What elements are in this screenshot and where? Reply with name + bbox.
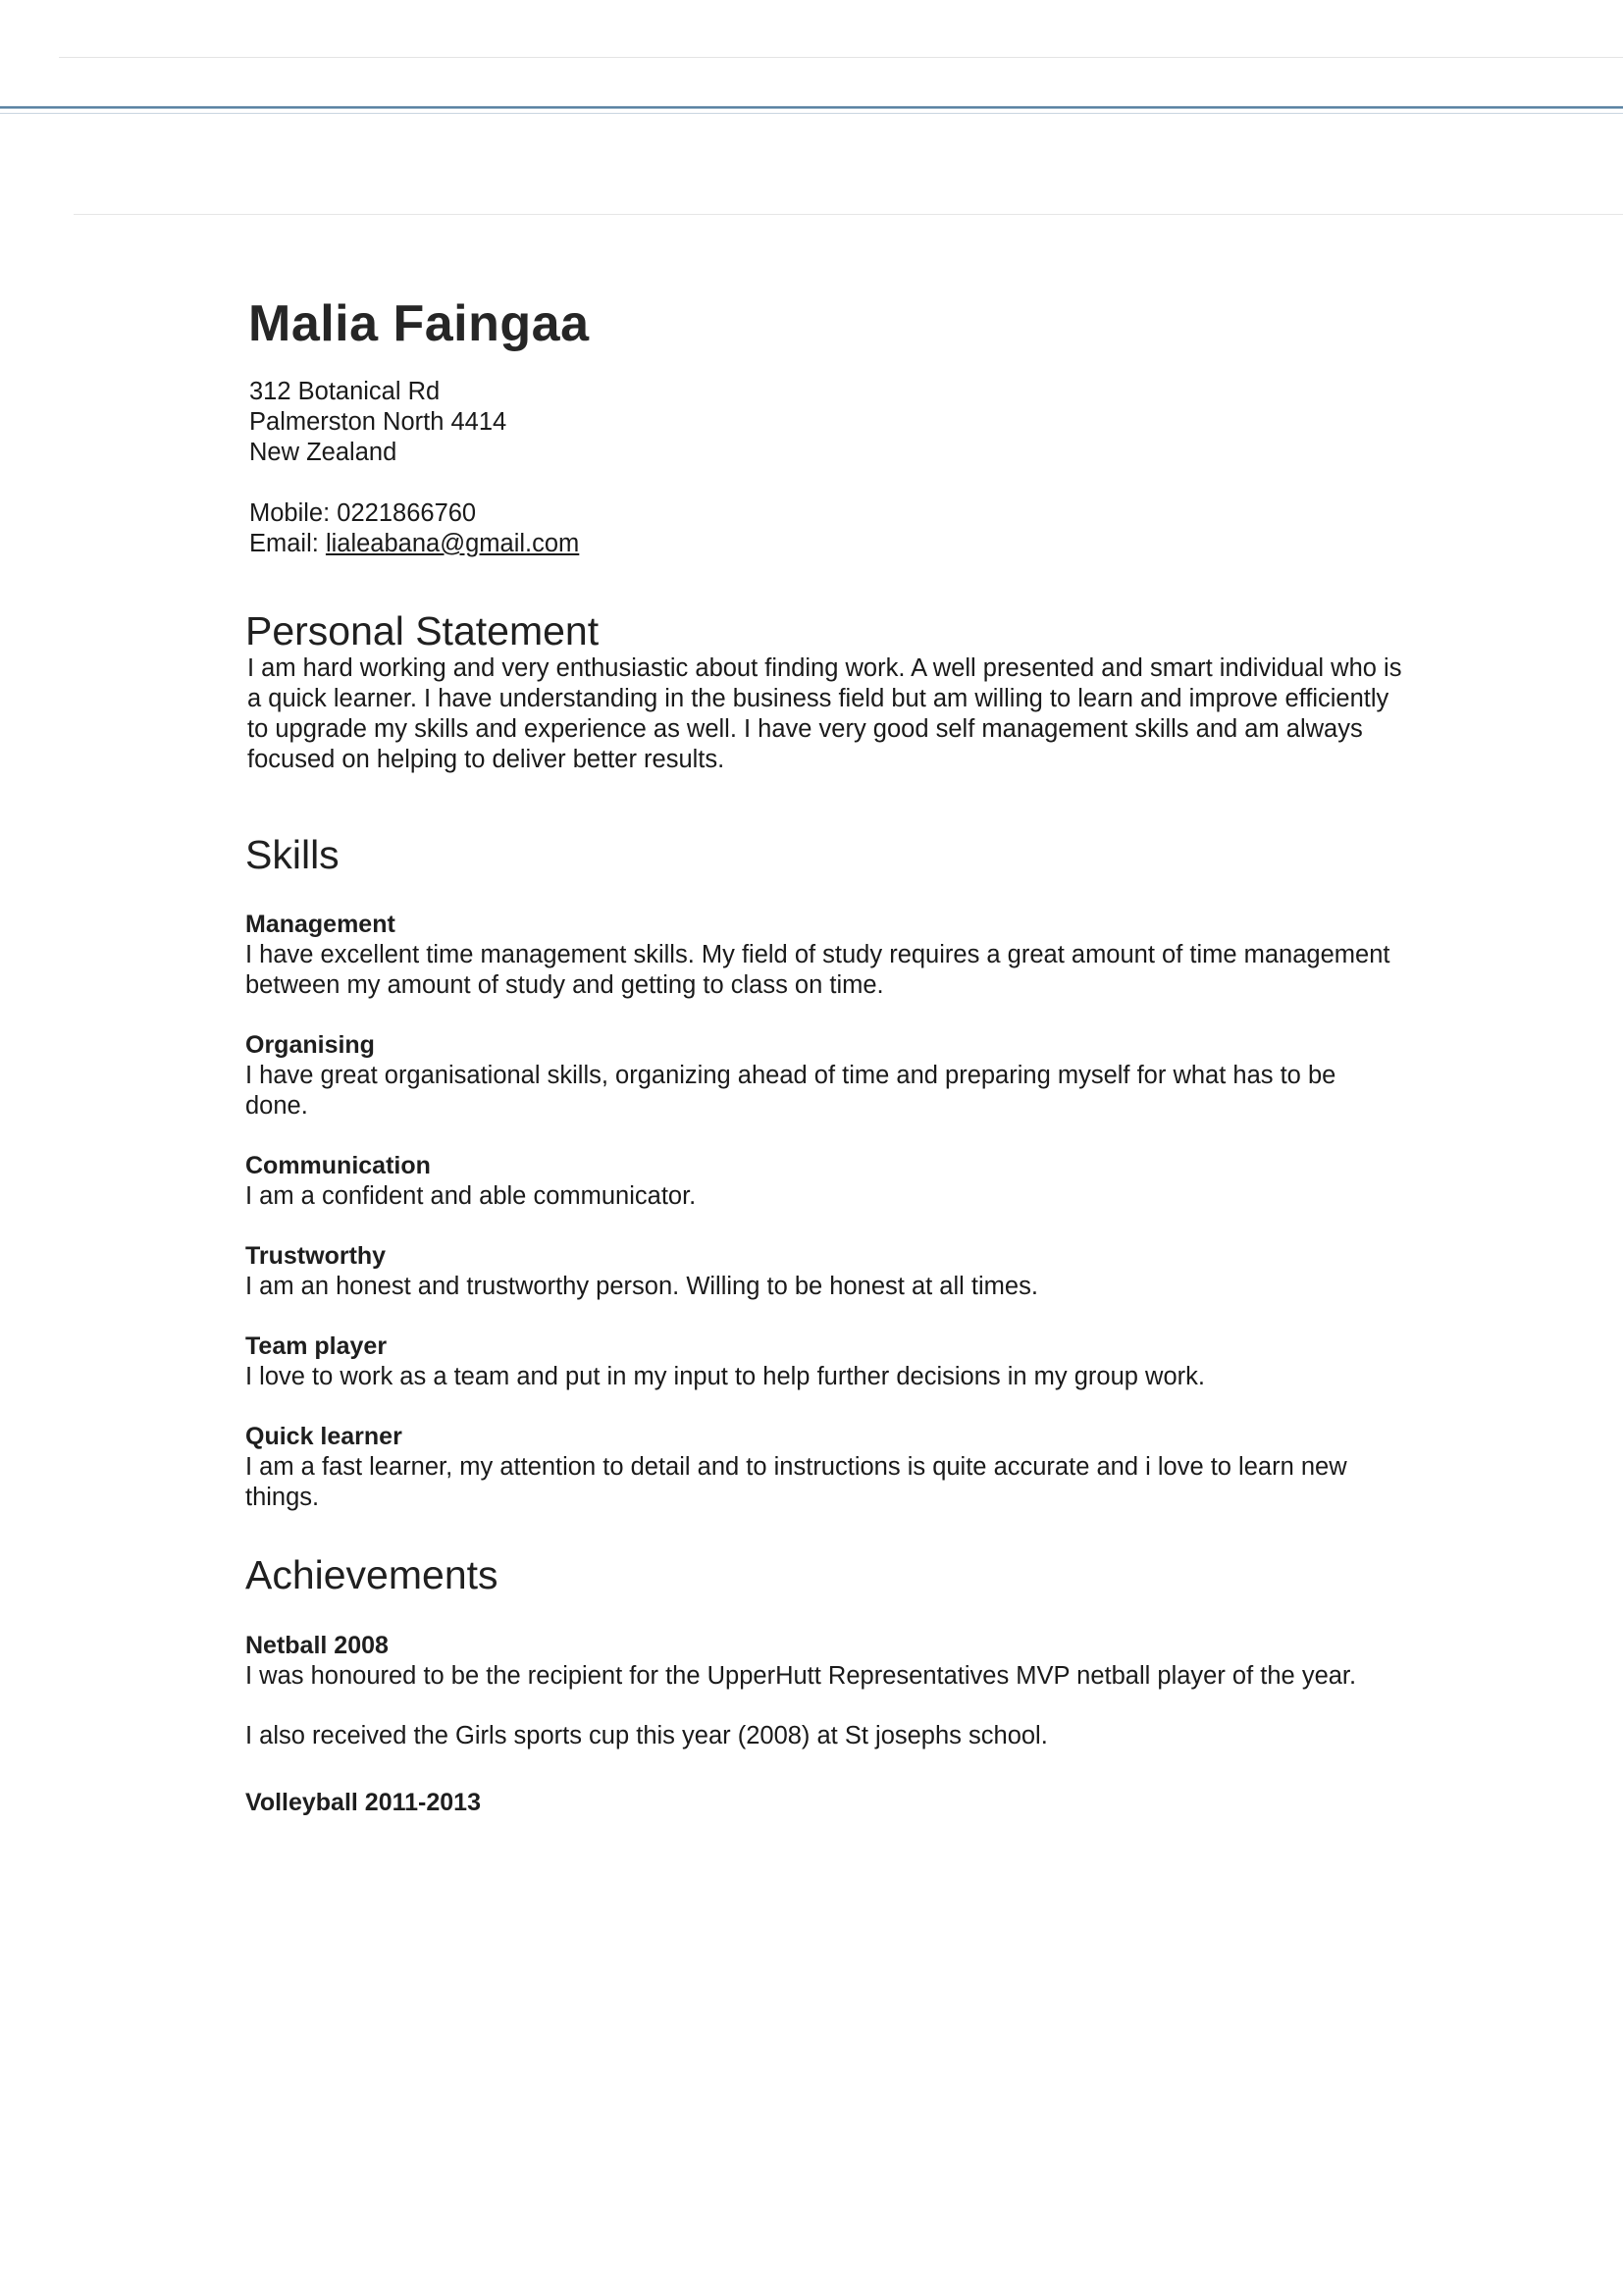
email-link[interactable]: lialeabana@gmail.com	[325, 530, 580, 557]
address-line-1: 312 Botanical Rd	[249, 378, 441, 405]
skill-item	[245, 1422, 1403, 1513]
skill-title: Management	[245, 911, 395, 938]
address-line-2: Palmerston North 4414	[249, 408, 507, 436]
personal-statement-heading: Personal Statement	[245, 608, 600, 653]
achievement-text: I was honoured to be the recipient for the UpperHutt Representatives MVP netball player of the year.	[245, 1662, 1357, 1690]
skills-heading: Skills	[245, 832, 340, 877]
skill-text: I have great organisational skills, organizing ahead of time and preparing myself for what has to be done.	[245, 1062, 1336, 1120]
email-label: Email:	[249, 530, 326, 557]
skill-item	[245, 1331, 1403, 1392]
header-bottom-rule	[74, 214, 1623, 215]
resume-body	[245, 294, 1403, 1818]
mobile-line	[249, 498, 1403, 529]
skill-text: I have excellent time management skills. My field of study requires a great amount of time management between my amount of study and getting to class on time.	[245, 941, 1390, 999]
skill-title: Trustworthy	[245, 1242, 387, 1270]
skill-title: Communication	[245, 1152, 431, 1179]
header-blue-rule-secondary	[0, 113, 1623, 114]
achievements-heading: Achievements	[245, 1552, 498, 1597]
header-blue-rule	[0, 106, 1623, 109]
skill-text: I love to work as a team and put in my input to help further decisions in my group work.	[245, 1363, 1205, 1390]
contact-block	[249, 498, 1403, 559]
skill-item	[245, 1030, 1403, 1122]
address-line-3: New Zealand	[249, 439, 397, 466]
person-name: Malia Faingaa	[248, 295, 590, 352]
skill-item	[245, 910, 1403, 1001]
address-block	[249, 377, 1403, 468]
achievement-title: Netball 2008	[245, 1632, 389, 1659]
achievement-title: Volleyball 2011-2013	[245, 1789, 481, 1816]
mobile-number: 0221866760	[337, 499, 477, 527]
skill-title: Organising	[245, 1031, 375, 1059]
skill-text: I am a confident and able communicator.	[245, 1182, 697, 1210]
achievement-extra-text: I also received the Girls sports cup this year (2008) at St josephs school.	[245, 1722, 1048, 1749]
achievement-item	[245, 1631, 1403, 1692]
mobile-label: Mobile:	[249, 499, 338, 527]
skill-text: I am an honest and trustworthy person. Willing to be honest at all times.	[245, 1273, 1038, 1300]
top-faint-rule	[59, 57, 1623, 58]
personal-statement-text: I am hard working and very enthusiastic about finding work. A well presented and smart individual who is a quick learner. I have understanding in the business field but am willing to learn and improve efficiently to upgrade my skills and experience as well. I have very good self management skills and am always focused on helping to deliver better results.	[247, 654, 1402, 773]
skill-item	[245, 1151, 1403, 1212]
skill-title: Quick learner	[245, 1423, 402, 1450]
skill-title: Team player	[245, 1332, 388, 1360]
skill-text: I am a fast learner, my attention to detail and to instructions is quite accurate and i love to learn new things.	[245, 1453, 1347, 1511]
email-line	[249, 529, 1403, 559]
skill-item	[245, 1241, 1403, 1302]
